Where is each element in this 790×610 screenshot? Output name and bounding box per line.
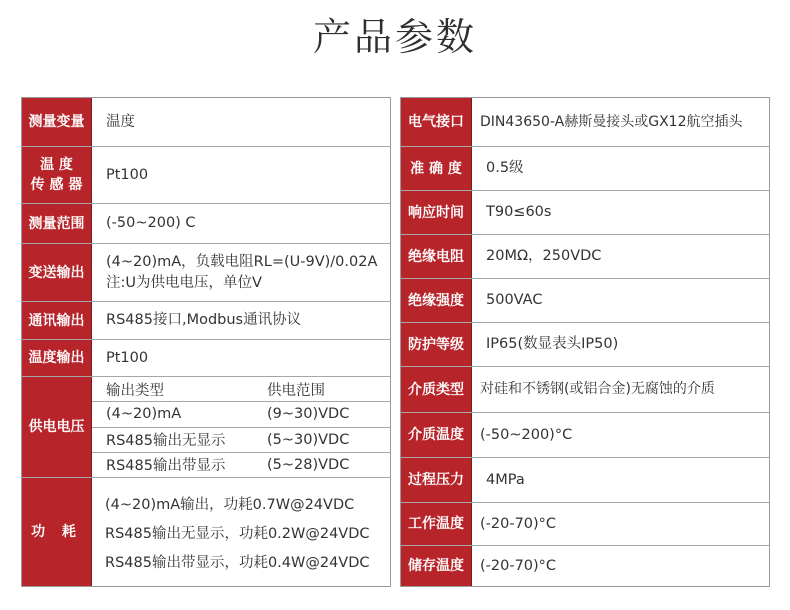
spec-row-temp-out [22,340,390,377]
spec-row-connector [401,98,769,147]
spec-label: 通讯输出 [22,302,92,339]
power-type: (4~20)mA [106,406,182,423]
spec-row-response [401,191,769,235]
power-row [92,453,390,477]
spec-label: 介质类型 [401,367,472,412]
spec-row-protection [401,323,769,367]
power-row [92,402,390,427]
spec-label: 变送输出 [22,244,92,301]
spec-label-line1: 温 度 [40,157,73,173]
spec-row-range [22,204,390,244]
spec-label: 储存温度 [401,546,472,586]
spec-value: 0.5级 [486,160,524,176]
spec-row-measure-var [22,98,390,147]
spec-value: (-50~200) C [106,215,196,231]
spec-label: 测量变量 [22,98,92,146]
spec-row-sensor [22,147,390,204]
power-row [92,428,390,453]
spec-value: 对硅和不锈钢(或铝合金)无腐蚀的介质 [480,381,715,397]
right-spec-table [400,97,770,587]
spec-row-comm [22,302,390,340]
spec-value: 4MPa [486,471,525,488]
spec-row-storage-temp [401,546,769,586]
spec-label: 测量范围 [22,204,92,243]
consumption-line: RS485输出带显示，功耗0.4W@24VDC [105,554,370,571]
spec-row-accuracy [401,147,769,191]
spec-row-consumption [22,478,390,586]
spec-label: 功 耗 [22,478,92,586]
page-title: 产品参数 [312,15,477,59]
spec-row-power [22,377,390,478]
spec-label: 温度输出 [22,340,92,376]
power-header-range: 供电范围 [267,382,325,399]
spec-label: 电气接口 [401,98,472,146]
spec-row-insulation-str [401,279,769,323]
spec-value: IP65(数显表头IP50) [486,336,619,352]
spec-value: T90≤60s [486,204,552,220]
spec-label: 准 确 度 [401,147,472,190]
spec-label-line2: 传 感 器 [30,177,83,193]
power-range: (9~30)VDC [267,406,350,423]
spec-row-medium-temp [401,413,769,458]
spec-label: 介质温度 [401,413,472,457]
spec-value: 500VAC [486,292,543,308]
spec-label: 响应时间 [401,191,472,234]
spec-label: 供电电压 [22,377,92,477]
consumption-line: (4~20)mA输出，功耗0.7W@24VDC [105,496,355,513]
spec-label: 绝缘电阻 [401,235,472,278]
spec-row-pressure [401,458,769,503]
spec-value: 温度 [106,113,135,130]
spec-label: 过程压力 [401,458,472,502]
power-range: (5~30)VDC [267,431,350,448]
spec-row-insulation-res [401,235,769,279]
spec-row-medium-type [401,367,769,413]
spec-value: (-50~200)°C [480,426,573,443]
spec-value: Pt100 [106,166,149,183]
spec-value: DIN43650-A赫斯曼接头或GX12航空插头 [480,113,743,130]
spec-value: (-20-70)°C [480,515,557,532]
spec-label: 防护等级 [401,323,472,366]
transmit-line2: 注:U为供电电压，单位V [106,274,262,291]
spec-value: RS485接口,Modbus通讯协议 [106,312,302,328]
consumption-list [92,478,390,586]
spec-value [92,244,377,301]
spec-row-transmit [22,244,390,302]
spec-label: 绝缘强度 [401,279,472,322]
power-range: (5~28)VDC [267,456,350,473]
transmit-line1: (4~20)mA，负载电阻RL=(U-9V)/0.02A [106,253,378,270]
power-type: RS485输出无显示 [106,433,226,450]
spec-value: (-20-70)°C [480,557,557,574]
power-header-type: 输出类型 [106,382,164,399]
power-header-row [92,377,390,402]
spec-label [22,147,92,203]
spec-row-work-temp [401,503,769,546]
spec-value: Pt100 [106,349,149,366]
power-type: RS485输出带显示 [106,458,226,475]
spec-label: 工作温度 [401,503,472,545]
consumption-line: RS485输出无显示，功耗0.2W@24VDC [105,525,370,542]
left-spec-table [21,97,391,587]
spec-value: 20MΩ，250VDC [486,248,602,264]
power-subtable [92,377,390,477]
